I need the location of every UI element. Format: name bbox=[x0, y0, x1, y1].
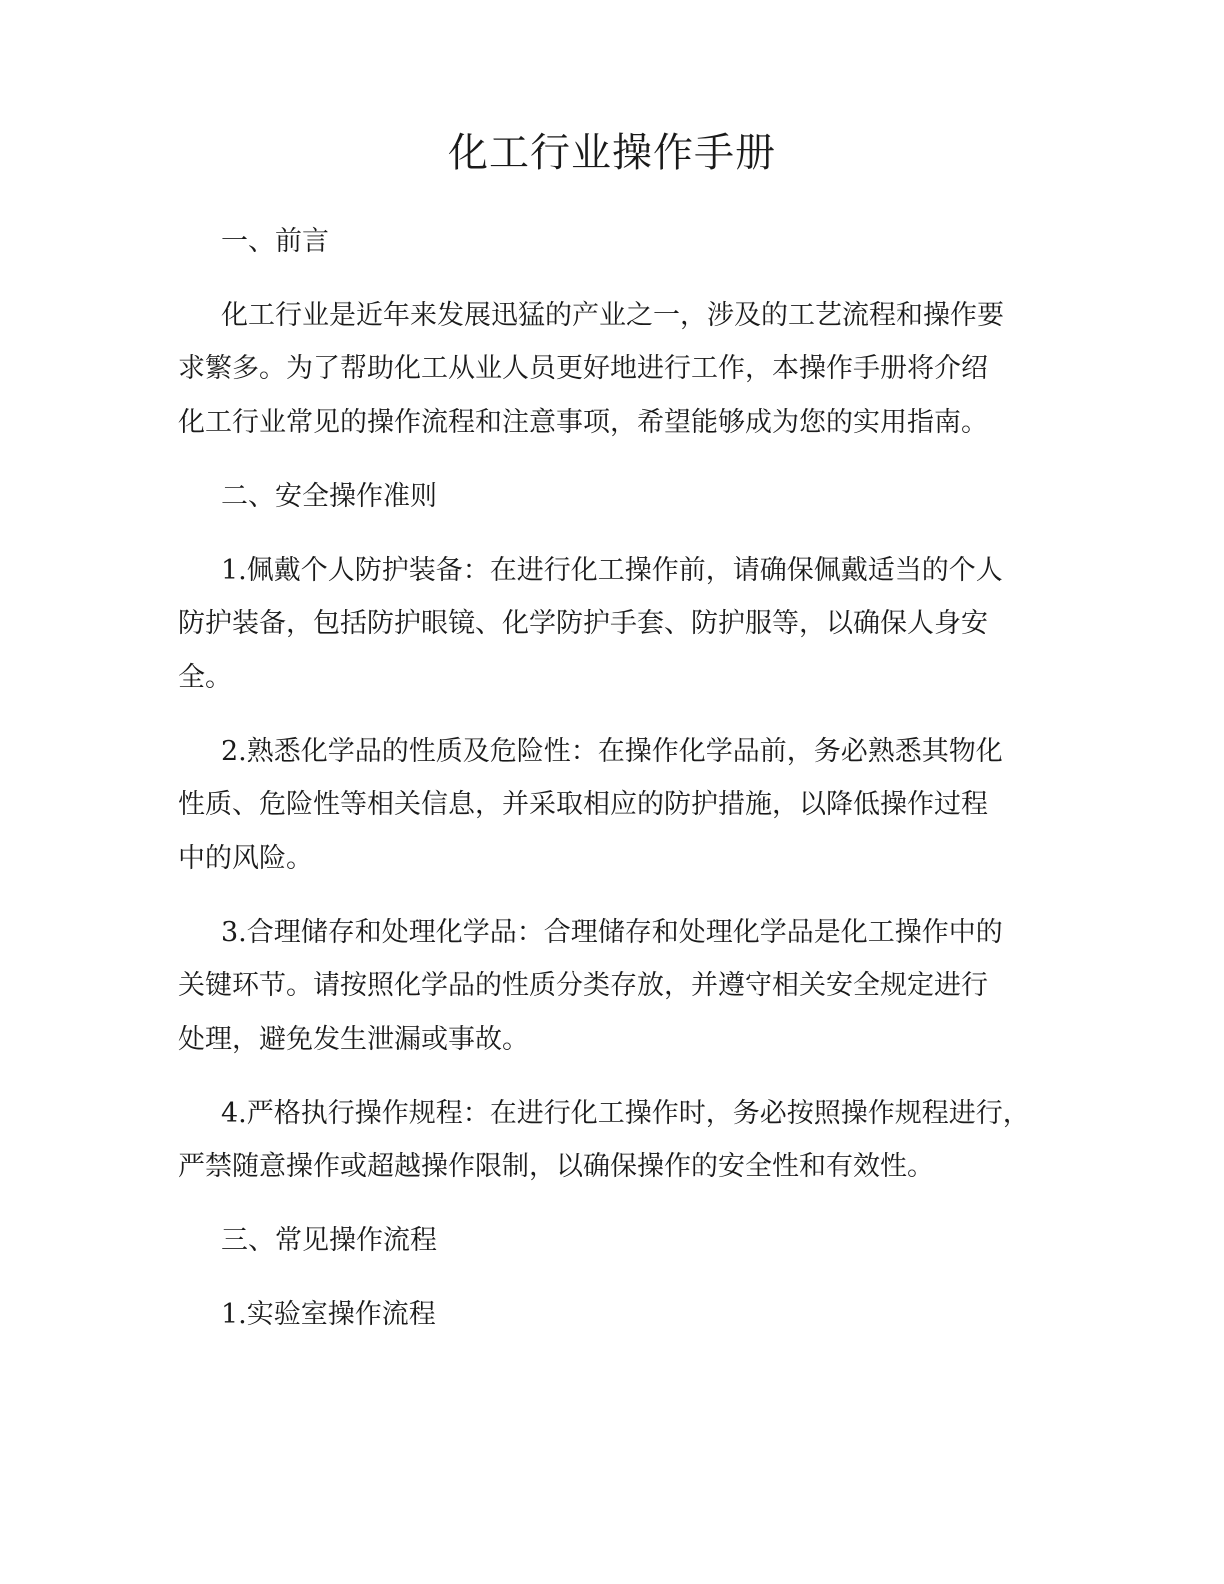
safety-item-2-line-3: 中的风险。 bbox=[178, 843, 313, 874]
safety-item-1-line-2: 防护装备，包括防护眼镜、化学防护手套、防护服等，以确保人身安 bbox=[178, 608, 988, 639]
safety-item-4-line-2: 严禁随意操作或超越操作限制，以确保操作的安全性和有效性。 bbox=[178, 1151, 934, 1182]
section-heading-procedures: 三、常见操作流程 bbox=[221, 1225, 437, 1256]
safety-item-1-line-3: 全。 bbox=[178, 662, 232, 693]
section-heading-preface: 一、前言 bbox=[221, 226, 329, 257]
document-title: 化工行业操作手册 bbox=[448, 130, 776, 176]
safety-item-4-line-1: 4.严格执行操作规程：在进行化工操作时，务必按照操作规程进行， bbox=[221, 1098, 1030, 1129]
section-heading-safety: 二、安全操作准则 bbox=[221, 481, 437, 512]
procedure-item-1: 1.实验室操作流程 bbox=[221, 1299, 436, 1330]
safety-item-2-line-2: 性质、危险性等相关信息，并采取相应的防护措施，以降低操作过程 bbox=[178, 789, 988, 820]
safety-item-1-line-1: 1.佩戴个人防护装备：在进行化工操作前，请确保佩戴适当的个人 bbox=[221, 555, 1003, 586]
safety-item-3-line-2: 关键环节。请按照化学品的性质分类存放，并遵守相关安全规定进行 bbox=[178, 970, 988, 1001]
safety-item-3-line-1: 3.合理储存和处理化学品：合理储存和处理化学品是化工操作中的 bbox=[221, 917, 1003, 948]
safety-item-2-line-1: 2.熟悉化学品的性质及危险性：在操作化学品前，务必熟悉其物化 bbox=[221, 736, 1003, 767]
safety-item-3-line-3: 处理，避免发生泄漏或事故。 bbox=[178, 1024, 529, 1055]
preface-line-1: 化工行业是近年来发展迅猛的产业之一，涉及的工艺流程和操作要 bbox=[221, 300, 1004, 331]
preface-line-3: 化工行业常见的操作流程和注意事项，希望能够成为您的实用指南。 bbox=[178, 407, 988, 438]
preface-line-2: 求繁多。为了帮助化工从业人员更好地进行工作，本操作手册将介绍 bbox=[178, 353, 988, 384]
